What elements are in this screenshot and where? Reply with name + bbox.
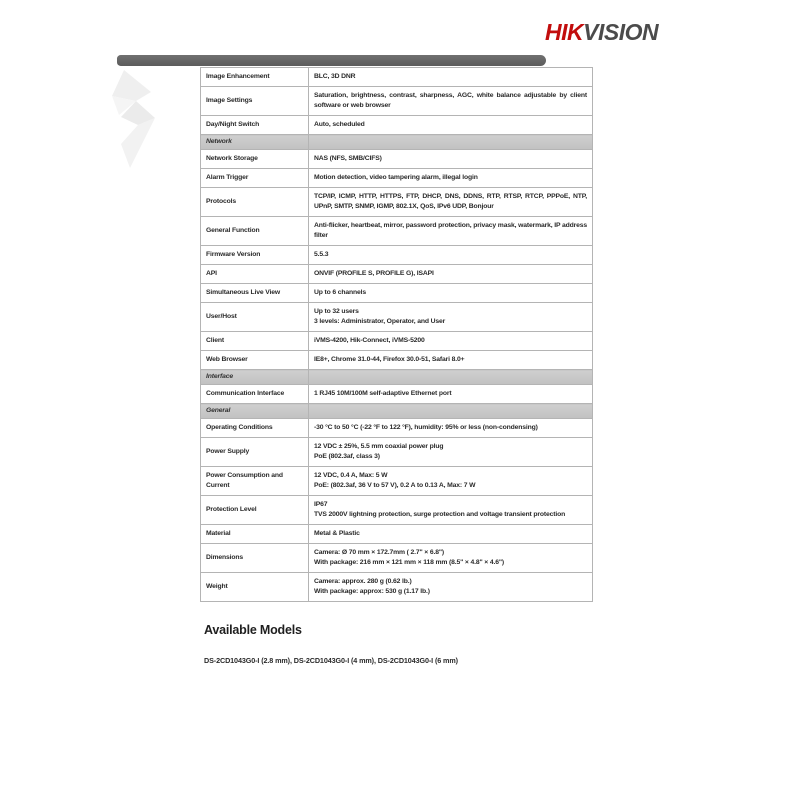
spec-label-cell: Dimensions — [201, 544, 309, 573]
spec-label-cell: API — [201, 265, 309, 284]
section-header-label: Interface — [201, 370, 309, 385]
spec-value-cell — [309, 246, 593, 265]
spec-label-cell: Alarm Trigger — [201, 169, 309, 188]
spec-value-line: Camera: approx. 280 g (0.62 lb.) — [314, 578, 412, 585]
spec-value-cell — [309, 438, 593, 467]
spec-value-cell — [309, 385, 593, 404]
spec-label-cell: Power Supply — [201, 438, 309, 467]
available-models-list: DS-2CD1043G0-I (2.8 mm), DS-2CD1043G0-I (4 mm), DS-2CD1043G0-I (6 mm) — [204, 656, 458, 665]
spec-label-cell: Simultaneous Live View — [201, 284, 309, 303]
spec-row — [201, 284, 593, 303]
spec-value-line: IE8+, Chrome 31.0-44, Firefox 30.0-51, Safari 8.0+ — [314, 356, 465, 363]
available-models-heading: Available Models — [204, 623, 302, 637]
spec-label-cell: Client — [201, 332, 309, 351]
spec-value-line: PoE (802.3af, class 3) — [314, 453, 380, 460]
section-header-filler — [309, 135, 593, 150]
spec-value-line: Saturation, brightness, contrast, sharpness, AGC, white balance adjustable by client software or web browser — [314, 92, 587, 109]
spec-row — [201, 573, 593, 602]
spec-value-line: Auto, scheduled — [314, 121, 365, 128]
spec-value-line: 1 RJ45 10M/100M self-adaptive Ethernet port — [314, 390, 452, 397]
section-header-filler — [309, 370, 593, 385]
spec-value-line: 12 VDC, 0.4 A, Max: 5 W — [314, 472, 388, 479]
spec-row — [201, 265, 593, 284]
spec-label-cell: Web Browser — [201, 351, 309, 370]
watermark-arrow — [109, 68, 171, 174]
spec-value-line: iVMS-4200, Hik-Connect, iVMS-5200 — [314, 337, 425, 344]
spec-label-cell: Material — [201, 525, 309, 544]
spec-value-line: Up to 32 users — [314, 308, 359, 315]
spec-value-cell — [309, 544, 593, 573]
spec-row — [201, 169, 593, 188]
spec-value-cell — [309, 332, 593, 351]
logo-hik-text: HIK — [545, 19, 584, 45]
spec-value-cell — [309, 496, 593, 525]
spec-label-cell: General Function — [201, 217, 309, 246]
spec-section-row — [201, 404, 593, 419]
spec-value-cell — [309, 169, 593, 188]
spec-value-line: 5.5.3 — [314, 251, 329, 258]
spec-value-cell — [309, 419, 593, 438]
spec-label-cell: Protection Level — [201, 496, 309, 525]
spec-row — [201, 246, 593, 265]
spec-section-row — [201, 370, 593, 385]
spec-label-cell: Day/Night Switch — [201, 116, 309, 135]
spec-value-line: IP67 — [314, 501, 328, 508]
spec-value-cell — [309, 303, 593, 332]
spec-label-cell: Operating Conditions — [201, 419, 309, 438]
spec-label-cell: Power Consumption and Current — [201, 467, 309, 496]
section-header-label: General — [201, 404, 309, 419]
spec-row — [201, 467, 593, 496]
spec-row — [201, 303, 593, 332]
spec-table — [200, 67, 593, 602]
spec-label-cell: Network Storage — [201, 150, 309, 169]
spec-value-cell — [309, 188, 593, 217]
spec-value-cell — [309, 217, 593, 246]
spec-value-cell — [309, 351, 593, 370]
spec-value-cell — [309, 87, 593, 116]
spec-label-cell: Protocols — [201, 188, 309, 217]
spec-value-line: NAS (NFS, SMB/CIFS) — [314, 155, 382, 162]
spec-value-line: Camera: Ø 70 mm × 172.7mm ( 2.7" × 6.8") — [314, 549, 445, 556]
spec-row — [201, 217, 593, 246]
spec-label-cell: Communication Interface — [201, 385, 309, 404]
spec-label-cell: Firmware Version — [201, 246, 309, 265]
section-header-label: Network — [201, 135, 309, 150]
spec-value-cell — [309, 68, 593, 87]
spec-value-cell — [309, 573, 593, 602]
hikvision-logo — [545, 19, 658, 46]
spec-row — [201, 525, 593, 544]
spec-label-cell: Image Settings — [201, 87, 309, 116]
spec-value-line: ONVIF (PROFILE S, PROFILE G), ISAPI — [314, 270, 434, 277]
spec-value-cell — [309, 525, 593, 544]
spec-row — [201, 87, 593, 116]
spec-value-cell — [309, 116, 593, 135]
spec-value-line: 3 levels: Administrator, Operator, and User — [314, 318, 446, 325]
spec-value-cell — [309, 265, 593, 284]
spec-label-cell: Weight — [201, 573, 309, 602]
top-divider-bar — [117, 55, 546, 66]
spec-value-line: PoE: (802.3af, 36 V to 57 V), 0.2 A to 0.13 A, Max: 7 W — [314, 482, 476, 489]
spec-row — [201, 438, 593, 467]
spec-value-cell — [309, 150, 593, 169]
spec-row — [201, 419, 593, 438]
spec-row — [201, 68, 593, 87]
spec-value-line: 12 VDC ± 25%, 5.5 mm coaxial power plug — [314, 443, 444, 450]
spec-value-line: BLC, 3D DNR — [314, 73, 356, 80]
spec-row — [201, 385, 593, 404]
spec-row — [201, 188, 593, 217]
spec-value-line: TCP/IP, ICMP, HTTP, HTTPS, FTP, DHCP, DNS, DDNS, RTP, RTSP, RTCP, PPPoE, NTP, UPnP, SMTP, SNMP, IGMP, 802.1X, QoS, IPv6 UDP, Bonjour — [314, 193, 587, 210]
spec-value-line: Anti-flicker, heartbeat, mirror, password protection, privacy mask, watermark, IP address filter — [314, 222, 587, 239]
spec-row — [201, 150, 593, 169]
spec-value-line: Up to 6 channels — [314, 289, 366, 296]
spec-value-line: Metal & Plastic — [314, 530, 360, 537]
spec-row — [201, 116, 593, 135]
logo-vision-text: VISION — [583, 19, 659, 45]
spec-value-line: With package: approx: 530 g (1.17 lb.) — [314, 588, 430, 595]
spec-row — [201, 332, 593, 351]
spec-value-line: With package: 216 mm × 121 mm × 118 mm (8.5" × 4.8" × 4.6") — [314, 559, 505, 566]
spec-row — [201, 544, 593, 573]
spec-row — [201, 351, 593, 370]
spec-table-body — [201, 68, 593, 602]
spec-label-cell: Image Enhancement — [201, 68, 309, 87]
spec-value-cell — [309, 284, 593, 303]
spec-value-line: Motion detection, video tampering alarm, illegal login — [314, 174, 478, 181]
spec-section-row — [201, 135, 593, 150]
section-header-filler — [309, 404, 593, 419]
spec-row — [201, 496, 593, 525]
spec-value-cell — [309, 467, 593, 496]
spec-label-cell: User/Host — [201, 303, 309, 332]
spec-value-line: TVS 2000V lightning protection, surge protection and voltage transient protection — [314, 511, 566, 518]
spec-value-line: -30 °C to 50 °C (-22 °F to 122 °F), humidity: 95% or less (non-condensing) — [314, 424, 538, 431]
